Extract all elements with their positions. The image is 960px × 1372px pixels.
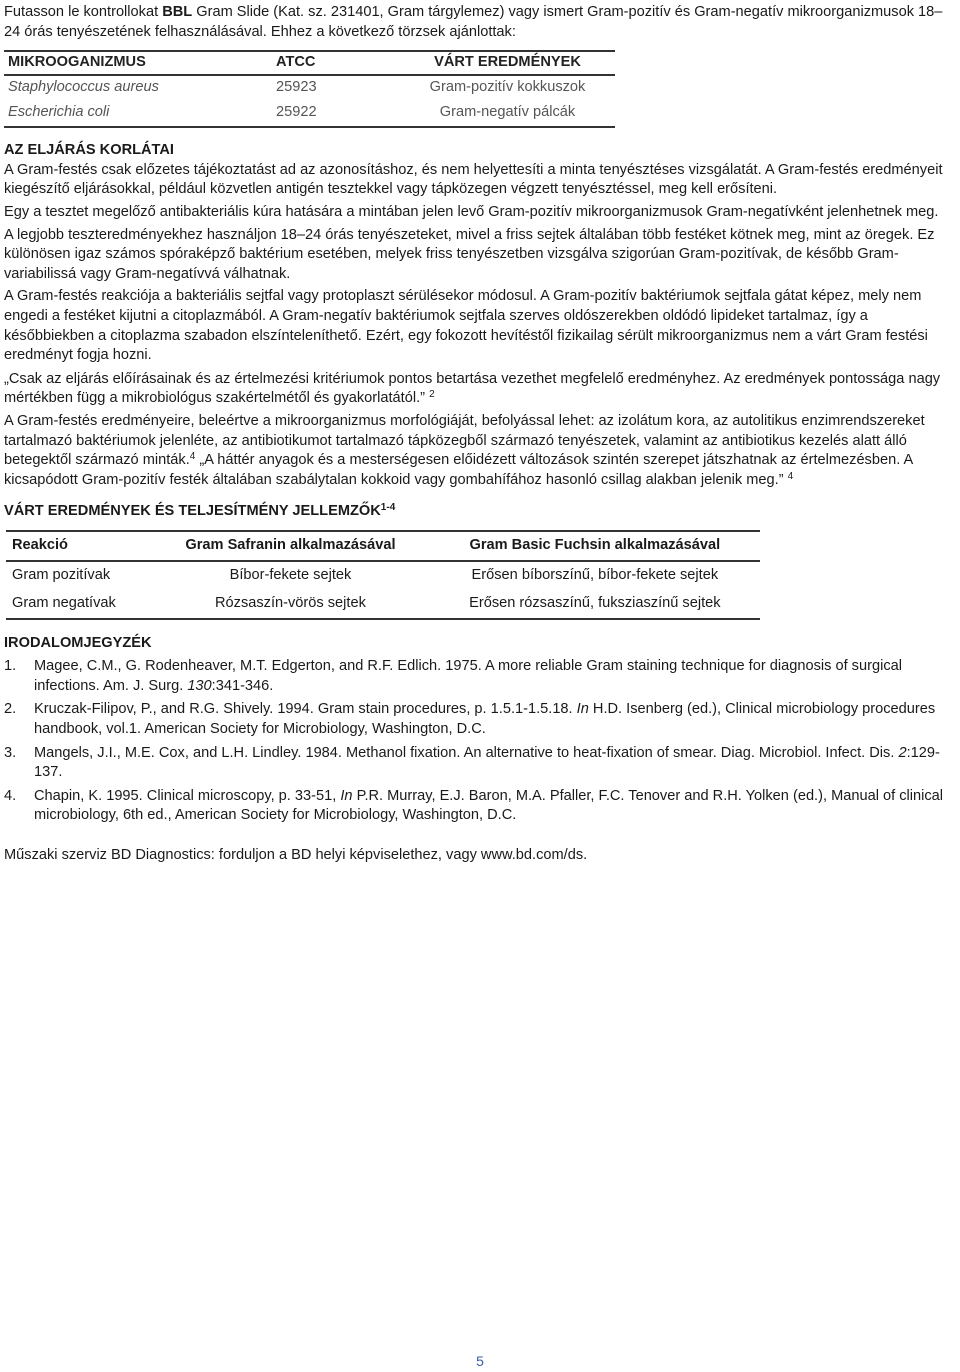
citation-ref: 4 — [189, 451, 196, 463]
table-row — [4, 101, 615, 127]
references-heading: IRODALOMJEGYZÉK — [4, 634, 152, 651]
control-strains-table — [4, 50, 615, 128]
table-row — [4, 75, 615, 101]
technical-service-note: Műszaki szerviz BD Diagnostics: forduljon a BD helyi képviselethez, vagy www.bd.com/ds. — [4, 847, 588, 863]
expected-cell: Gram-negatív pálcák — [400, 101, 615, 127]
reference-part: :341-346. — [211, 677, 274, 694]
paragraph-part: A Gram-festés eredményeire, beleértve a mikroorganizmus morfológiáját, befolyással lehet: az izolátum kora, az autolitikus enzimrendszereket tartalmazó baktériumok jelenléte, az antibiotikumot tartalmazó tápközegből származó tenyészetek, valamint az antibiotikus kezelés alatt álló betegektől származó minták. — [4, 412, 925, 469]
reference-text — [34, 787, 958, 826]
table-row — [6, 590, 760, 619]
reference-part: P.R. Murray, E.J. Baron, M.A. Pfaller, F.C. Tenover and R.H. Yolken (ed.), Manual of clinical microbiology, 6th ed., American Society for Microbiology, Washington, D.C. — [34, 787, 944, 824]
intro-prefix: Futasson le kontrollokat — [4, 4, 163, 20]
references-list — [4, 657, 958, 826]
reference-part: :129-137. — [34, 744, 940, 781]
table-header-row — [6, 531, 760, 562]
column-header-fuchsin: Gram Basic Fuchsin alkalmazásával — [430, 531, 760, 562]
citation-ref: 4 — [787, 470, 794, 482]
citation-ref: 1-4 — [380, 502, 396, 514]
reference-item — [4, 657, 958, 696]
quote-text: „Csak az eljárás előírásainak és az értelmezési kritériumok pontos betartása vezethet megfelelő eredményhez. Az eredmények pontossága nagy mértékben függ a mikrobiológus szakértelmétől és gyakorlatától.” — [4, 370, 941, 407]
table-row — [6, 561, 760, 590]
page-number: 5 — [476, 1353, 484, 1369]
intro-suffix: Gram Slide (Kat. sz. 231401, Gram tárgylemez) vagy ismert Gram-pozitív és Gram-negatív mikroorganizmusok 18–24 órás tenyészetének felhasználásával. Ehhez a következő törzsek ajánlottak: — [4, 4, 943, 40]
document-page — [4, 3, 958, 866]
atcc-cell: 25922 — [272, 101, 400, 127]
reference-in: In — [576, 701, 589, 718]
quote-paragraph — [4, 370, 958, 409]
citation-ref: 2 — [429, 389, 435, 401]
brand-name: BBL — [162, 4, 193, 20]
performance-table — [6, 530, 760, 620]
limitations-paragraph: A Gram-festés reakciója a bakteriális sejtfal vagy protoplaszt sérülésekor módosul. A Gram-pozitív baktériumok sejtfala gátat képez, mely nem engedi a festéket kijutni a citoplazmából. A Gram-negatív baktériumok sejtfala szerves oldószerekben oldódó lipideket tartalmaz, így a későbbiekben a citoplazma szabadon elszínteleníthető. Ezért, egy fokozott hevítéstől fizikailag sérült mikroorganizmus nem a várt Gram festési eredményt fogja hozni. — [4, 288, 928, 364]
reference-volume: 2 — [898, 744, 907, 761]
limitations-paragraph: A Gram-festés csak előzetes tájékoztatást ad az azonosításhoz, és nem helyettesíti a minta tenyésztéses vizsgálatát. A Gram-festés eredményeit kiegészítő eljárásokkal, például közvetlen antigén tesztekkel vagy tápközegen végzett tenyésztéssel, meg kell erősíteni. — [4, 161, 943, 198]
limitations-paragraph — [4, 412, 958, 490]
reference-number: 1. — [4, 658, 17, 675]
limitations-paragraph: Egy a tesztet megelőző antibakteriális kúra hatására a mintában jelen levő Gram-pozitív mikroorganizmusok Gram-negatívként jelenhetnek meg. — [4, 203, 939, 220]
reference-part: Magee, C.M., G. Rodenheaver, M.T. Edgerton, and R.F. Edlich. 1975. A more reliable Gram staining technique for diagnosis of surgical infections. Am. J. Surg. — [34, 658, 902, 694]
reference-item — [4, 700, 958, 739]
reference-item — [4, 787, 958, 826]
reaction-cell: Gram negatívak — [6, 590, 151, 619]
intro-paragraph — [4, 3, 958, 42]
reference-item — [4, 744, 958, 783]
reference-part: H.D. Isenberg (ed.), Clinical microbiology procedures handbook, vol.1. American Society for Microbiology, Washington, D.C. — [34, 701, 936, 738]
reference-number: 4. — [4, 787, 17, 804]
column-header-safranin: Gram Safranin alkalmazásával — [151, 531, 429, 562]
reference-volume: 130 — [187, 677, 212, 694]
atcc-cell: 25923 — [276, 79, 317, 96]
performance-heading-text: VÁRT EREDMÉNYEK ÉS TELJESÍTMÉNY JELLEMZŐK — [4, 503, 381, 520]
reference-text — [34, 657, 958, 696]
reference-number: 3. — [4, 744, 17, 761]
reference-number: 2. — [4, 701, 17, 718]
column-header-reaction: Reakció — [6, 531, 151, 562]
column-header-organism: MIKROOGANIZMUS — [4, 51, 272, 75]
reference-part: Mangels, J.I., M.E. Cox, and L.H. Lindley. 1984. Methanol fixation. An alternative to heat-fixation of smear. Diag. Microbiol. Infect. Dis. — [34, 744, 899, 761]
column-header-atcc: ATCC — [272, 51, 400, 75]
reference-text — [34, 744, 958, 783]
performance-heading — [4, 502, 958, 522]
expected-cell: Gram-pozitív kokkuszok — [429, 79, 586, 96]
limitations-paragraph: A legjobb teszteredményekhez használjon 18–24 órás tenyészeteket, mivel a friss sejtek általában több festéket kötnek meg, mint az öregek. Ez különösen igaz számos spóraképző baktérium esetében, melyek friss tenyészetben vizsgálva szigorúan Gram-pozitívak, de később Gram-variabilissá vagy Gram-negatívvá válhatnak. — [4, 226, 935, 282]
organism-cell: Escherichia coli — [4, 101, 272, 127]
paragraph-part: „A háttér anyagok és a mesterségesen előidézett változások szintén szerepet játszhatnak az értelmezésben. A kicsapódott Gram-pozitív festék általában szabálytalan kokkoid vagy gombahífához hasonló csillag alakban jelenik meg.” — [4, 452, 913, 488]
fuchsin-cell: Erősen rózsaszínű, fuksziaszínű sejtek — [430, 590, 760, 619]
table-header-row — [4, 51, 615, 75]
limitations-heading: AZ ELJÁRÁS KORLÁTAI — [4, 142, 174, 159]
safranin-cell: Rózsaszín-vörös sejtek — [151, 590, 429, 619]
reference-part: Kruczak-Filipov, P., and R.G. Shively. 1994. Gram stain procedures, p. 1.5.1-1.5.18. — [34, 701, 577, 718]
organism-cell: Staphylococcus aureus — [8, 79, 159, 96]
safranin-cell: Bíbor-fekete sejtek — [229, 567, 352, 584]
fuchsin-cell: Erősen bíborszínű, bíbor-fekete sejtek — [471, 567, 719, 584]
column-header-expected: VÁRT EREDMÉNYEK — [400, 51, 615, 75]
reference-part: Chapin, K. 1995. Clinical microscopy, p. 33-51, — [34, 787, 341, 804]
reference-text — [34, 700, 958, 739]
reaction-cell: Gram pozitívak — [12, 567, 111, 584]
reference-in: In — [340, 787, 353, 804]
